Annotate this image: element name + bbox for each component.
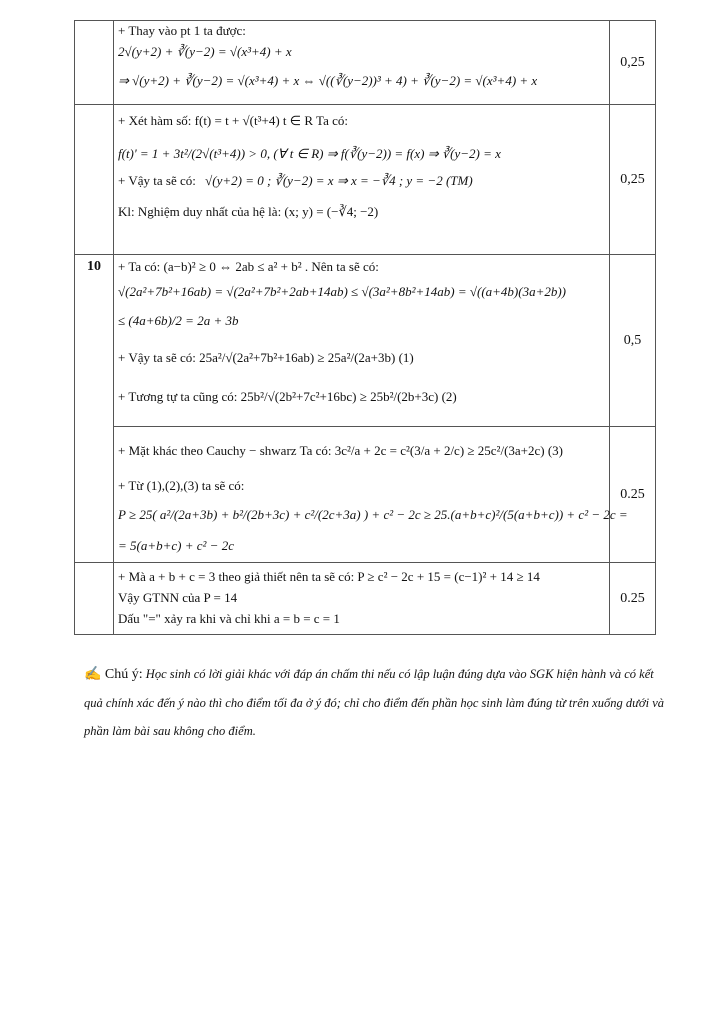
solution-line: + Ta có: (a−b)² ≥ 0 ⇔ 2ab ≤ a² + b² . Nên ta sẽ có: bbox=[118, 259, 379, 274]
solution-line: + Thay vào pt 1 ta được: bbox=[118, 23, 246, 38]
solution-line: + Vậy ta sẽ có: 25a²/√(2a²+7b²+16ab) ≥ 25a²/(2a+3b) (1) bbox=[118, 350, 414, 365]
table-row bbox=[75, 21, 656, 105]
score-cell: 0,25 bbox=[610, 21, 656, 105]
question-number bbox=[75, 563, 114, 635]
solution-line: √(2a²+7b²+16ab) = √(2a²+7b²+2ab+14ab) ≤ √(3a²+8b²+14ab) = √((a+4b)(3a+2b)) bbox=[118, 284, 567, 299]
note-paragraph bbox=[84, 660, 674, 745]
solution-line: Vậy GTNN của P = 14 bbox=[118, 590, 238, 605]
question-number: 10 bbox=[75, 255, 114, 427]
solution-line: + Từ (1),(2),(3) ta sẽ có: bbox=[118, 478, 245, 493]
score-cell: 0,25 bbox=[610, 105, 656, 255]
solution-line: + Mặt khác theo Cauchy − shwarz Ta có: 3c²/a + 2c = c²(3/a + 2/c) ≥ 25c²/(3a+2c) (3) bbox=[118, 443, 564, 458]
solution-line: + Tương tự ta cũng có: 25b²/√(2b²+7c²+16bc) ≥ 25b²/(2b+3c) (2) bbox=[118, 389, 457, 404]
solution-cell bbox=[114, 105, 610, 255]
table-row bbox=[75, 105, 656, 255]
table-row bbox=[75, 255, 656, 427]
solution-line: f(t)' = 1 + 3t²/(2√(t³+4)) > 0, (∀ t ∈ R) ⇒ f(∛(y−2)) = f(x) ⇒ ∛(y−2) = x bbox=[118, 146, 501, 161]
solution-line: √(y+2) = 0 ; ∛(y−2) = x ⇒ x = −∛4 ; y = −2 (TM) bbox=[205, 173, 473, 188]
grading-table bbox=[74, 20, 656, 635]
solution-line: P ≥ 25( a²/(2a+3b) + b²/(2b+3c) + c²/(2c+3a) ) + c² − 2c ≥ 25.(a+b+c)²/(5(a+b+c)) + c² − 2c = bbox=[118, 507, 628, 522]
table-row bbox=[75, 427, 656, 563]
question-number bbox=[75, 105, 114, 255]
score-cell: 0.25 bbox=[610, 427, 656, 563]
question-number bbox=[75, 427, 114, 563]
solution-line: ≤ (4a+6b)/2 = 2a + 3b bbox=[118, 313, 239, 328]
solution-line: + Xét hàm số: f(t) = t + √(t³+4) t ∈ R Ta có: bbox=[118, 113, 348, 128]
question-number bbox=[75, 21, 114, 105]
solution-line: 2√(y+2) + ∛(y−2) = √(x³+4) + x bbox=[118, 44, 292, 59]
note-text: Học sinh có lời giải khác với đáp án chấm thi nếu có lập luận đúng dựa vào SGK hiện hành và có kết quả chính xác đến ý nào thì cho điểm tối đa ở ý đó; chỉ cho điểm đến phần học sinh làm đúng từ trên xuống dưới và phần làm bài sau không cho điểm. bbox=[84, 667, 664, 738]
conclusion-line: Kl: Nghiệm duy nhất của hệ là: (x; y) = (−∛4; −2) bbox=[118, 204, 379, 219]
score-cell: 0,5 bbox=[610, 255, 656, 427]
solution-line: + Vậy ta sẽ có: bbox=[118, 173, 196, 188]
solution-line: Dấu "=" xảy ra khi và chỉ khi a = b = c = 1 bbox=[118, 611, 340, 626]
solution-cell bbox=[114, 255, 610, 427]
solution-line: = 5(a+b+c) + c² − 2c bbox=[118, 538, 234, 553]
system-line bbox=[118, 173, 605, 188]
solution-cell bbox=[114, 563, 610, 635]
solution-line: ⇒ √(y+2) + ∛(y−2) = √(x³+4) + x ⇔ √((∛(y−2))³ + 4) + ∛(y−2) = √(x³+4) + x bbox=[118, 73, 538, 88]
solution-cell bbox=[114, 427, 628, 563]
note-lead: ✍ Chú ý: bbox=[84, 667, 143, 682]
score-cell: 0.25 bbox=[610, 563, 656, 635]
table-row bbox=[75, 563, 656, 635]
solution-cell bbox=[114, 21, 610, 105]
solution-line: + Mà a + b + c = 3 theo giả thiết nên ta sẽ có: P ≥ c² − 2c + 15 = (c−1)² + 14 ≥ 14 bbox=[118, 569, 540, 584]
